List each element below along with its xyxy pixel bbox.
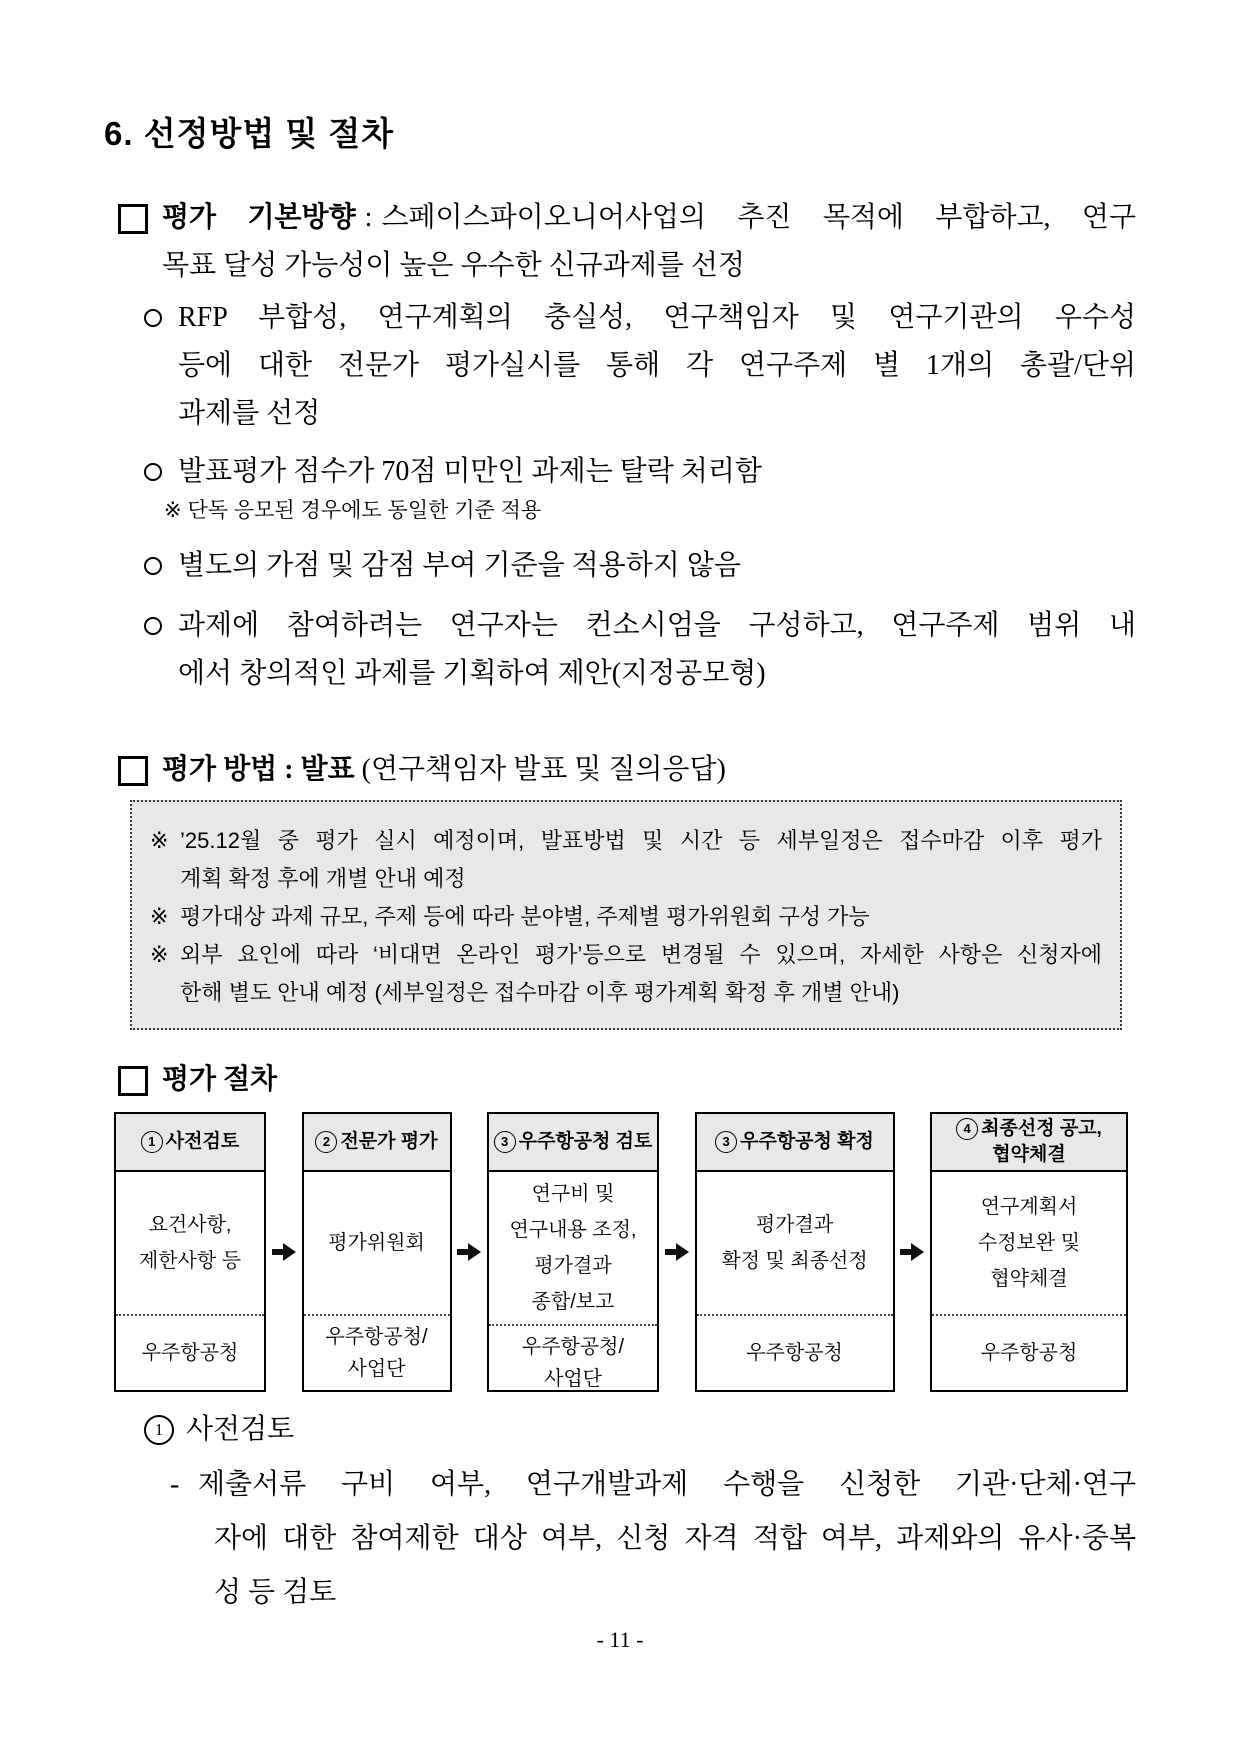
flow-box-footer: [932, 1316, 1126, 1390]
flow-footer-line: 우주항공청: [980, 1342, 1078, 1364]
reference-mark-icon: ※: [150, 828, 169, 853]
flow-body-line: 요건사항,: [148, 1214, 232, 1236]
rfp-line1: RFP 부합성, 연구계획의 충실성, 연구책임자 및 연구기관의 우수성: [178, 302, 1136, 333]
flow-footer-line: 사업단: [347, 1358, 406, 1380]
rfp-line2: 등에 대한 전문가 평가실시를 통해 각 연구주제 별 1개의 총괄/단위: [178, 350, 1136, 381]
flow-box-kasa-review: [487, 1112, 659, 1392]
flow-arrow-cell: [271, 1112, 297, 1392]
flow-box-title-line2: 협약체결: [992, 1144, 1066, 1165]
procedure-flowchart: [114, 1112, 1128, 1392]
flow-box-footer: [116, 1316, 264, 1390]
flow-box-header: [116, 1114, 264, 1172]
no-bonus-line: 별도의 가점 및 감점 부여 기준을 적용하지 않음: [178, 550, 741, 581]
notice-item: [150, 898, 1102, 936]
circle-bullet-icon: [144, 463, 162, 481]
circled-number-icon: 3: [715, 1131, 737, 1153]
bullet-score: [144, 450, 1136, 494]
notice-item-text: [180, 936, 1102, 1012]
basic-direction-label: 평가 기본방향: [162, 202, 356, 233]
reference-mark-icon: ※: [150, 904, 169, 929]
bullet-consortium-text: [178, 602, 1136, 698]
circle-bullet-icon: [144, 309, 162, 327]
pre-review-line3: 성 등 검토: [214, 1577, 337, 1608]
bullet-rfp: [144, 294, 1136, 438]
flow-arrow-cell: [664, 1112, 690, 1392]
flow-body-line: 수정보완 및: [977, 1232, 1081, 1254]
pre-review-line1: 제출서류 구비 여부, 연구개발과제 수행을 신청한 기관·단체·연구: [198, 1469, 1136, 1500]
pre-review-detail: [170, 1458, 1136, 1620]
score-subnote: [164, 494, 1136, 528]
bullet-rfp-text: [178, 294, 1136, 438]
bullet-consortium: [144, 602, 1136, 698]
flow-box-body: [304, 1172, 450, 1316]
reference-mark-icon: ※: [150, 942, 169, 967]
flow-arrow-cell: [456, 1112, 482, 1392]
flow-footer-line: 우주항공청: [141, 1342, 239, 1364]
section-basic-direction: [104, 194, 1136, 290]
flow-body-line: 평가결과: [755, 1214, 834, 1236]
method-text: [162, 746, 1136, 794]
checkbox-square-icon: [118, 1066, 148, 1096]
page-title: 6. 선정방법 및 절차: [104, 115, 395, 152]
colon-separator: :: [364, 202, 373, 233]
flow-body-line: 연구내용 조정,: [509, 1219, 637, 1241]
flow-box-footer: [489, 1326, 657, 1400]
flow-footer-line: 우주항공청/: [325, 1326, 428, 1348]
flow-box-body: [697, 1172, 893, 1316]
notice-item: [150, 822, 1102, 898]
flow-body-line: 협약체결: [990, 1268, 1068, 1290]
circled-number-icon: 3: [494, 1131, 516, 1153]
flow-box-header-line: [715, 1129, 874, 1155]
flow-box-body: [489, 1172, 657, 1326]
flow-box-header: [489, 1114, 657, 1172]
circled-number-icon: 1: [144, 1415, 174, 1445]
score-subnote-text: 단독 응모된 경우에도 동일한 기준 적용: [187, 499, 542, 522]
flow-box-body: [116, 1172, 264, 1316]
score-line: 발표평가 점수가 70점 미만인 과제는 탈락 처리함: [178, 456, 762, 487]
flow-body-line: 종합/보고: [531, 1291, 615, 1313]
page-number: - 11 -: [596, 1627, 644, 1652]
flow-body-line: 연구계획서: [980, 1196, 1078, 1218]
notice-1-line2: 계획 확정 후에 개별 안내 예정: [180, 866, 466, 891]
flow-box-title: 최종선정 공고,: [981, 1118, 1102, 1139]
flow-box-header-line: [494, 1129, 653, 1155]
basic-direction-line1-rest: 스페이스파이오니어사업의 추진 목적에 부합하고, 연구: [381, 202, 1136, 233]
flow-box-header-line: [315, 1129, 437, 1155]
method-paren: (연구책임자 발표 및 질의응답): [361, 754, 726, 785]
section-procedure: [104, 1056, 1136, 1104]
notice-item-text: [180, 898, 1102, 936]
pre-review-title-row: [144, 1406, 1136, 1454]
pre-review-title: 사전검토: [186, 1414, 295, 1445]
flow-arrow-icon: [664, 1243, 690, 1261]
basic-direction-line1: [162, 194, 1136, 242]
notice-3-line2: 한해 별도 안내 예정 (세부일정은 접수마감 이후 평가계획 확정 후 개별 안내): [180, 980, 900, 1005]
flow-box-header: [697, 1114, 893, 1172]
flow-body-line: 제한사항 등: [138, 1250, 242, 1272]
method-label: 평가 방법 : 발표: [162, 754, 355, 785]
flow-footer-line: 우주항공청: [746, 1342, 843, 1364]
circle-bullet-icon: [144, 557, 162, 575]
flow-arrow-icon: [271, 1243, 297, 1261]
flow-arrow-cell: [899, 1112, 925, 1392]
circled-number-icon: 4: [956, 1118, 978, 1140]
checkbox-square-icon: [118, 204, 148, 234]
flow-footer-line: 사업단: [544, 1368, 602, 1390]
flow-box-footer: [304, 1316, 450, 1390]
dash-bullet: -: [170, 1469, 180, 1500]
flow-box-title: 전문가 평가: [340, 1131, 438, 1152]
flow-body-line: 평가위원회: [328, 1232, 425, 1254]
notice-2-line1: 평가대상 과제 규모, 주제 등에 따라 분야별, 주제별 평가위원회 구성 가능: [180, 904, 870, 929]
checkbox-square-icon: [118, 756, 148, 786]
flow-box-title: 우주항공청 검토: [518, 1131, 653, 1152]
flow-body-line: 평가결과: [534, 1255, 612, 1277]
rfp-line3: 과제를 선정: [178, 398, 321, 429]
basic-direction-text: [162, 194, 1136, 290]
notice-item-text: [180, 822, 1102, 898]
flow-box-body: [932, 1172, 1126, 1316]
notice-1-line1: ’25.12월 중 평가 실시 예정이며, 발표방법 및 시간 등 세부일정은 접수마감 이후 평가: [180, 828, 1102, 853]
basic-direction-line2: 목표 달성 가능성이 높은 우수한 신규과제를 선정: [162, 250, 745, 281]
procedure-label: 평가 절차: [162, 1064, 278, 1095]
flow-box-footer: [697, 1316, 893, 1390]
consortium-line1: 과제에 참여하려는 연구자는 컨소시엄을 구성하고, 연구주제 범위 내: [178, 610, 1136, 641]
flow-box-header: [932, 1114, 1126, 1172]
notice-item: [150, 936, 1102, 1012]
flow-box-title: 사전검토: [165, 1131, 240, 1152]
circled-number-icon: 2: [315, 1131, 337, 1153]
flow-body-line: 확정 및 최종선정: [721, 1250, 868, 1272]
notice-3-line1: 외부 요인에 따라 ‘비대면 온라인 평가’등으로 변경될 수 있으며, 자세한 사항은 신청자에: [180, 942, 1102, 967]
reference-mark-icon: ※: [164, 499, 182, 522]
pre-review-line2: 자에 대한 참여제한 대상 여부, 신청 자격 적합 여부, 과제와의 유사·중복: [214, 1523, 1136, 1554]
flow-box-title: 우주항공청 확정: [740, 1131, 874, 1152]
flow-arrow-icon: [456, 1243, 482, 1261]
circled-number-icon: 1: [141, 1131, 163, 1153]
section-method: [104, 746, 1136, 794]
bullet-no-bonus: [144, 542, 1136, 590]
consortium-line2: 에서 창의적인 과제를 기획하여 제안(지정공모형): [178, 658, 766, 689]
flow-box-header-line: [141, 1129, 239, 1155]
notice-box: [130, 800, 1122, 1030]
flow-box-header-line: [956, 1116, 1102, 1142]
flow-box-pre-review: [114, 1112, 266, 1392]
flow-box-expert-eval: [302, 1112, 452, 1392]
flow-body-line: 연구비 및: [531, 1183, 615, 1205]
flow-footer-line: 우주항공청/: [521, 1336, 625, 1358]
circle-bullet-icon: [144, 617, 162, 635]
pre-review-detail-text: [198, 1458, 1136, 1620]
flow-arrow-icon: [899, 1243, 925, 1261]
flow-box-header: [304, 1114, 450, 1172]
flow-box-kasa-confirm: [695, 1112, 895, 1392]
flow-box-final-announce: [930, 1112, 1128, 1392]
